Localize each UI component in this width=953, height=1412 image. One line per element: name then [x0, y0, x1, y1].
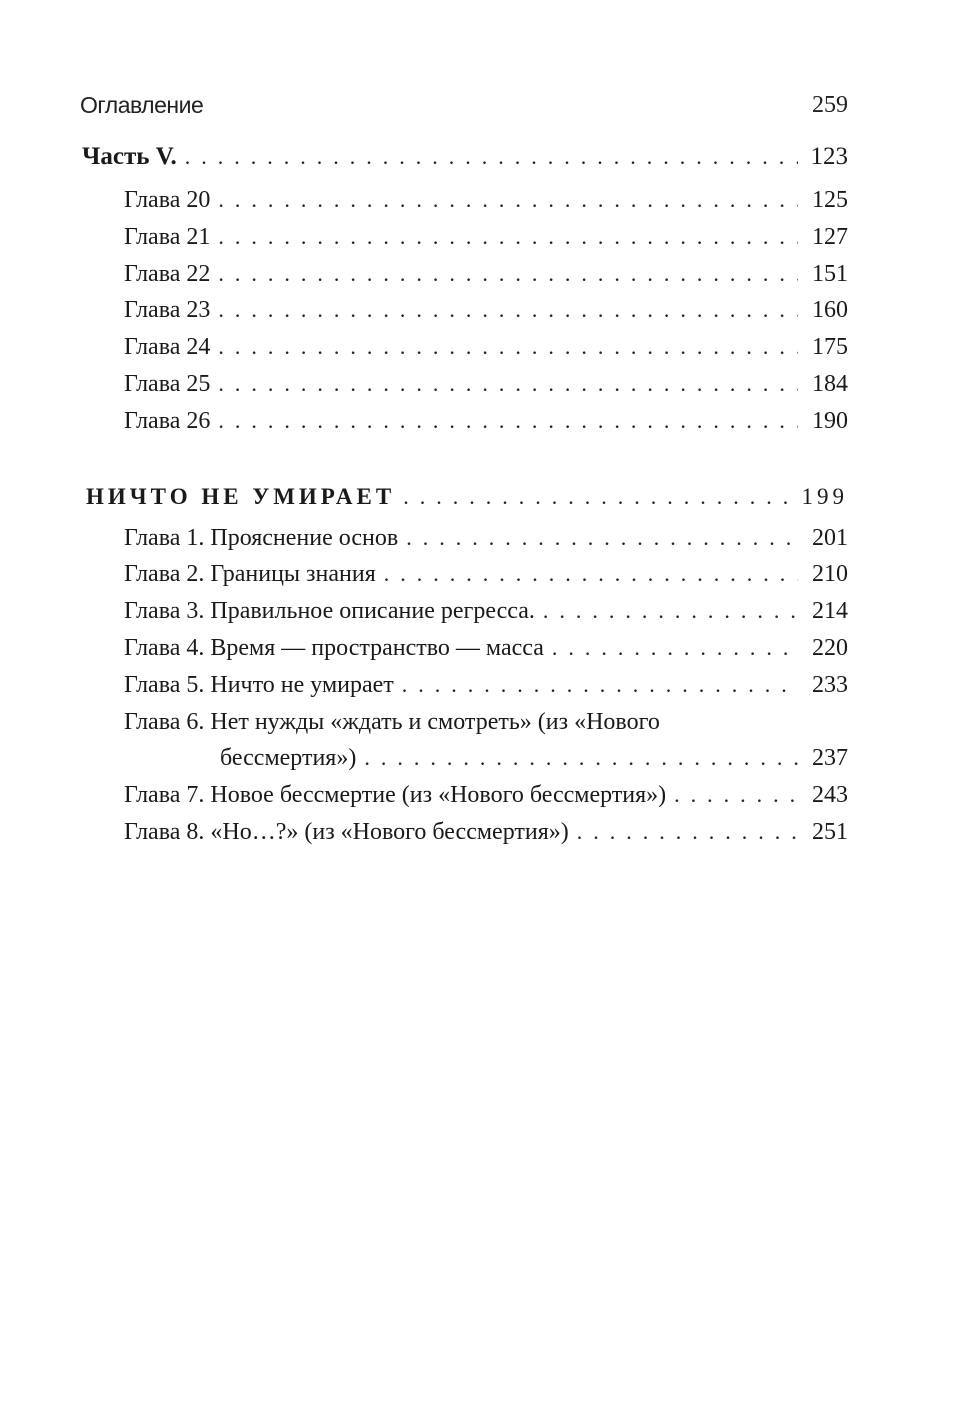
toc-entry-page: 199: [801, 483, 848, 509]
toc-entry-chapter-6[interactable]: [80, 704, 848, 778]
dot-leader: [185, 138, 798, 176]
table-of-contents: [80, 138, 848, 851]
toc-entry-chapter-3[interactable]: [80, 593, 848, 630]
dot-leader: [218, 329, 798, 366]
toc-entry-title: Глава 1. Прояснение основ: [124, 524, 399, 551]
toc-entry-page: 125: [812, 187, 848, 213]
toc-entry-chapter-7[interactable]: [80, 777, 848, 814]
toc-entry-chapter-22[interactable]: [80, 256, 848, 293]
toc-entry-part-v[interactable]: [80, 138, 848, 176]
toc-entry-chapter-21[interactable]: [80, 219, 848, 256]
toc-entry-page: 184: [812, 370, 848, 397]
toc-entry-page: 151: [812, 260, 848, 287]
toc-entry-title-line2: бессмертия»): [220, 745, 357, 772]
toc-entry-chapter-26[interactable]: [80, 403, 848, 440]
toc-entry-page: 214: [812, 598, 848, 625]
dot-leader: [406, 520, 798, 557]
toc-entry-line2: [124, 740, 848, 777]
toc-entry-chapter-24[interactable]: [80, 329, 848, 366]
toc-entry-chapter-4[interactable]: [80, 630, 848, 667]
toc-entry-title: Глава 21: [124, 223, 211, 250]
toc-entry-title-line1: Глава 6. Нет нужды «ждать и смотреть» (из «Нового: [124, 708, 660, 735]
toc-entry-title: Часть V.: [82, 143, 177, 170]
toc-entry-chapter-1[interactable]: [80, 520, 848, 557]
toc-entry-page: 127: [812, 223, 848, 250]
toc-entry-chapter-25[interactable]: [80, 366, 848, 403]
dot-leader: [218, 182, 798, 219]
dot-leader: [218, 219, 798, 256]
toc-entry-title: Глава 22: [124, 260, 211, 287]
toc-entry-page: 251: [812, 818, 848, 845]
toc-entry-page: 160: [812, 297, 848, 324]
dot-leader: [384, 556, 798, 593]
toc-entry-title: Глава 5. Ничто не умирает: [124, 671, 394, 698]
dot-leader: [218, 256, 798, 293]
toc-entry-page: 233: [812, 671, 848, 698]
toc-entry-chapter-8[interactable]: [80, 814, 848, 851]
section-spacer: [80, 440, 848, 478]
toc-entry-page: 243: [812, 782, 848, 809]
toc-entry-title: Глава 20: [124, 187, 211, 213]
dot-leader: [403, 478, 791, 516]
toc-entry-title: Глава 4. Время — пространство — масса: [124, 634, 544, 661]
dot-leader: [402, 667, 798, 704]
toc-entry-page: 123: [810, 143, 848, 170]
dot-leader: [218, 292, 798, 329]
toc-entry-chapter-2[interactable]: [80, 556, 848, 593]
toc-entry-title: Глава 2. Границы знания: [124, 561, 376, 588]
dot-leader: [218, 366, 798, 403]
toc-section-part-v: [80, 138, 848, 440]
toc-section-nothing-dies: [80, 478, 848, 851]
toc-entry-page: 220: [812, 634, 848, 661]
toc-entry-chapter-5[interactable]: [80, 667, 848, 704]
dot-leader: [543, 593, 798, 630]
toc-entry-chapter-23[interactable]: [80, 292, 848, 329]
toc-entry-title: Глава 24: [124, 334, 211, 361]
running-head-title: Оглавление: [80, 92, 204, 118]
toc-entry-title: НИЧТО НЕ УМИРАЕТ: [86, 483, 396, 509]
dot-leader: [577, 814, 798, 851]
page-number: 259: [812, 92, 848, 118]
toc-entry-title: Глава 23: [124, 297, 211, 324]
toc-entry-page: 175: [812, 334, 848, 361]
dot-leader: [218, 403, 798, 440]
toc-entry-page: 201: [812, 524, 848, 551]
dot-leader: [364, 740, 798, 777]
toc-entry-chapter-20[interactable]: [80, 182, 848, 219]
dot-leader: [674, 777, 798, 814]
toc-entry-title: Глава 7. Новое бессмертие (из «Нового бессмертия»): [124, 782, 667, 809]
toc-entry-title: Глава 3. Правильное описание регресса.: [124, 598, 535, 625]
dot-leader: [552, 630, 798, 667]
toc-entry-page: 190: [812, 407, 848, 434]
toc-entry-page: 210: [812, 561, 848, 588]
toc-entry-nothing-dies[interactable]: [80, 478, 848, 516]
toc-entry-title: Глава 8. «Но…?» (из «Нового бессмертия»): [124, 818, 569, 845]
toc-entry-title: Глава 26: [124, 407, 211, 434]
toc-entry-page: 237: [812, 745, 848, 772]
toc-entry-title: Глава 25: [124, 370, 211, 397]
